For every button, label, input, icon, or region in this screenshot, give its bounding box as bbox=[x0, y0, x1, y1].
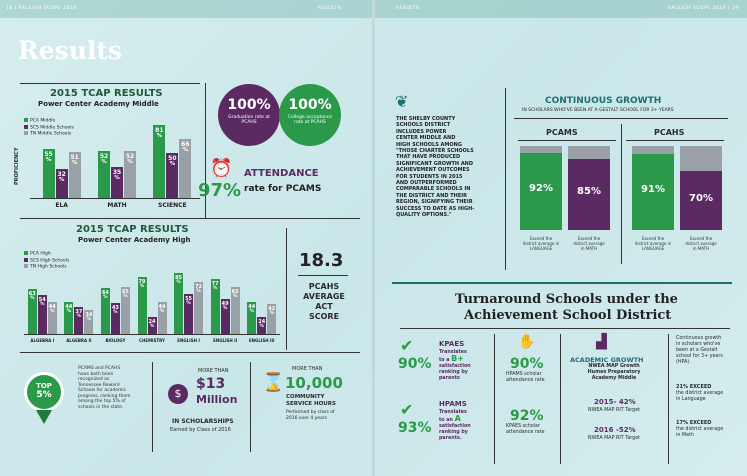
bar-percent-label: % bbox=[149, 323, 155, 329]
x-tick-label: CHEMISTRY bbox=[139, 338, 165, 343]
growth-title: CONTINUOUS GROWTH bbox=[545, 96, 662, 106]
turnaround-title-1: Turnaround Schools under the bbox=[455, 292, 678, 307]
bar-percent-label: % bbox=[127, 159, 133, 166]
bar-math-1 bbox=[111, 167, 123, 199]
kpaes-text: Translates to a B+ satisfaction ranking by parents bbox=[439, 350, 471, 381]
x-tick-label: BIOLOGY bbox=[105, 338, 126, 343]
top5-badge: TOP 5% bbox=[24, 372, 64, 412]
bar-percent-label: % bbox=[103, 294, 108, 300]
attend2-label-1: HPAMS scholar attendance rate bbox=[506, 372, 545, 383]
bar-percent-label: % bbox=[232, 294, 238, 300]
scholar-sub: Earned by Class of 2016 bbox=[170, 427, 231, 433]
bar-percent-label: % bbox=[156, 133, 163, 140]
attend2-label-2: KPAES scholar attendance rate bbox=[506, 424, 545, 435]
divider bbox=[20, 352, 360, 353]
academic-2015: 2015- 42% bbox=[594, 398, 636, 406]
left-page-number: 18 | RALEIGH SCOPE 2016 bbox=[6, 6, 77, 11]
y-axis-label: PROFICIENCY bbox=[14, 147, 20, 185]
hpams-name: HPAMS bbox=[439, 400, 467, 408]
divider bbox=[250, 362, 251, 452]
bar-value-label: 44 bbox=[48, 304, 56, 311]
service-value: 10,000 bbox=[285, 374, 343, 392]
academic-2016-label: NWEA MAP RIT Target bbox=[588, 436, 641, 441]
bar-chemistry-1 bbox=[148, 317, 157, 334]
hand-raise-icon: ✋ bbox=[518, 334, 536, 350]
x-tick-label: ALGEBRA II bbox=[66, 338, 92, 343]
bar-percent-label: % bbox=[30, 295, 35, 301]
x-tick-label: ALGEBRA I bbox=[30, 338, 55, 343]
shelby-quote: THE SHELBY COUNTY SCHOOLS DISTRICT INCLUDES POWER CENTER MIDDLE AND HIGH SCHOOLS AMONG "THOSE CHARTER SCHOOLS THAT HAVE PRODUCED SIGNIFICANT GROWTH AND ACHIEVEMENT OUTCOMES FOR STUDENTS IN 2015 AND OUTPERFORMED COMPARABLE SCHOOLS IN THE DISTRICT AND THEIR REGION, SIGNIFYING THEIR SUCCESS TO DATE AS HIGH- QUALITY OPTIONS." bbox=[396, 116, 475, 219]
alarm-icon: ⏰ bbox=[210, 158, 233, 179]
growth-bar-math bbox=[568, 159, 610, 230]
x-tick-label: ENGLISH III bbox=[248, 338, 275, 343]
tcap-middle-legend: PCA Middle SCS Middle Schools TN Middle Schools bbox=[24, 118, 74, 138]
bar-algebra-ii-2 bbox=[84, 310, 93, 334]
growth-value: 70% bbox=[689, 192, 713, 204]
bar-value-label: 43 bbox=[111, 305, 119, 312]
bar-science-1 bbox=[166, 153, 178, 198]
growth-subtitle: IN SCHOLARS WHO'VE BEEN AT A GESTALT SCHOOL FOR 3+ YEARS bbox=[522, 108, 674, 113]
service-more: MORE THAN bbox=[292, 366, 323, 372]
divider bbox=[626, 140, 724, 141]
bar-value-label: 85 bbox=[175, 274, 183, 281]
bar-chemistry-2 bbox=[158, 302, 167, 334]
attendance-word: ATTENDANCE bbox=[244, 168, 319, 179]
bar-value-label: 66 bbox=[181, 140, 190, 148]
academic-2016: 2016 -52% bbox=[594, 426, 636, 434]
bar-chemistry-0 bbox=[138, 277, 147, 334]
divider bbox=[518, 140, 616, 141]
bar-math-0 bbox=[98, 151, 110, 198]
bar-percent-label: % bbox=[176, 279, 181, 285]
pcams-heading: PCAMS bbox=[546, 128, 578, 137]
attendance-value: 97% bbox=[198, 180, 242, 201]
bar-value-label: 50 bbox=[168, 155, 177, 162]
growth-chart bbox=[514, 146, 728, 230]
bar-percent-label: % bbox=[114, 174, 120, 181]
bar-ela-1 bbox=[56, 169, 68, 198]
bar-percent-label: % bbox=[45, 156, 52, 163]
tcap-high-legend: PCA High SCS High Schools TN High Schools bbox=[24, 251, 69, 271]
attendance-label: rate for PCAMS bbox=[244, 184, 322, 194]
graduation-circle: 100% Graduation rate at PCAHS bbox=[218, 84, 280, 146]
caption-lang-1: Exceed the district average in LANGUAGE bbox=[522, 236, 560, 251]
bar-percent-label: % bbox=[249, 309, 254, 315]
divider bbox=[668, 334, 669, 464]
piggy-bank-icon: $ bbox=[168, 384, 188, 404]
bar-value-label: 72 bbox=[195, 284, 203, 291]
right-section: RESULTS bbox=[396, 6, 420, 11]
service-label: COMMUNITY SERVICE HOURS bbox=[286, 394, 336, 407]
bar-value-label: 55 bbox=[44, 150, 53, 158]
bar-value-label: 77 bbox=[211, 280, 219, 287]
bar-value-label: 35 bbox=[112, 168, 122, 176]
bar-percent-label: % bbox=[169, 161, 176, 167]
divider bbox=[392, 282, 732, 284]
tcap-middle-chart bbox=[30, 108, 200, 209]
divider bbox=[298, 275, 348, 276]
ribbon-icon bbox=[36, 410, 52, 424]
bar-value-label: 32 bbox=[57, 171, 66, 179]
bar-value-label: 42 bbox=[268, 305, 276, 312]
divider bbox=[400, 328, 730, 329]
bar-value-label: 52 bbox=[99, 153, 109, 161]
bar-value-label: 51 bbox=[70, 154, 79, 162]
bar-percent-label: % bbox=[139, 284, 145, 290]
divider bbox=[514, 118, 728, 119]
divider bbox=[20, 218, 360, 219]
bar-english-i-2 bbox=[194, 282, 203, 334]
college-circle: 100% College acceptance rate at PCAHS bbox=[279, 84, 341, 146]
tcap-high-title: 2015 TCAP RESULTS bbox=[76, 224, 189, 235]
scholar-label: IN SCHOLARSHIPS bbox=[172, 418, 234, 425]
bar-percent-label: % bbox=[50, 309, 55, 315]
x-tick-label: SCIENCE bbox=[158, 202, 187, 209]
divider bbox=[286, 228, 287, 350]
growth-bar-language bbox=[632, 154, 674, 230]
right-page-number: RALEIGH SCOPE 2016 | 19 bbox=[668, 6, 739, 11]
bar-algebra-i-2 bbox=[48, 302, 57, 334]
x-tick-label: ENGLISH I bbox=[177, 338, 200, 343]
check-icon: ✔ bbox=[400, 400, 414, 419]
act-label: PCAHS AVERAGE ACT SCORE bbox=[303, 282, 345, 321]
left-section: RESULTS bbox=[318, 6, 342, 11]
kpaes-pct: 90% bbox=[398, 356, 432, 372]
bar-percent-label: % bbox=[259, 323, 264, 329]
academic-sub: NWEA MAP Growth Humes Preparatory Academy Middle bbox=[587, 364, 641, 381]
bar-biology-2 bbox=[121, 287, 130, 334]
page-gutter bbox=[372, 0, 375, 476]
caption-math-1: Exceed the district average in MATH bbox=[573, 236, 605, 251]
bar-value-label: 55 bbox=[185, 296, 193, 303]
reward-text: PCAMS and PCAHS have both been recognized as Tennessee Reward Schools for academic progress, ranking them among the top 5% of schools in the state. bbox=[78, 366, 131, 410]
attend2-pct-1: 90% bbox=[510, 356, 544, 372]
bar-english-ii-1 bbox=[221, 299, 230, 334]
bar-percent-label: % bbox=[66, 309, 72, 315]
divider bbox=[560, 334, 561, 464]
bar-value-label: 64 bbox=[101, 289, 109, 296]
bar-science-2 bbox=[179, 139, 191, 198]
bar-value-label: 44 bbox=[248, 304, 256, 311]
bar-value-label: 52 bbox=[125, 153, 135, 161]
bar-percent-label: % bbox=[182, 146, 189, 153]
divider bbox=[505, 88, 506, 270]
continuous2-b: 17% EXCEED bbox=[676, 420, 712, 426]
continuous2-text: Continuous growth in scholars who've been at a Gestalt school for 3+ years (HPA) bbox=[676, 336, 723, 365]
tcap-middle-title: 2015 TCAP RESULTS bbox=[50, 88, 163, 99]
bar-algebra-i-0 bbox=[28, 289, 37, 334]
caption-math-2: Exceed the district average in MATH bbox=[685, 236, 717, 251]
academic-title: ACADEMIC GROWTH bbox=[570, 356, 644, 364]
bar-ela-0 bbox=[43, 149, 55, 199]
bar-english-ii-0 bbox=[211, 279, 220, 334]
bar-percent-label: % bbox=[76, 314, 82, 320]
hourglass-icon: ⌛ bbox=[262, 372, 285, 393]
bar-percent-label: % bbox=[222, 305, 228, 311]
bar-value-label: 63 bbox=[28, 290, 36, 297]
growth-bar-math bbox=[680, 171, 722, 230]
kpaes-name: KPAES bbox=[439, 340, 465, 348]
divider bbox=[494, 334, 495, 464]
leaf-icon: ❦ bbox=[395, 92, 409, 111]
bar-percent-label: % bbox=[86, 316, 92, 322]
chart-baseline bbox=[30, 198, 200, 199]
bar-english-ii-2 bbox=[231, 287, 240, 334]
academic-2015-label: NWEA MAP RIT Target bbox=[588, 408, 641, 413]
bar-algebra-ii-1 bbox=[74, 307, 83, 334]
bar-english-iii-1 bbox=[257, 317, 266, 334]
bar-biology-0 bbox=[101, 288, 110, 334]
attend2-pct-2: 92% bbox=[510, 408, 544, 424]
x-tick-label: MATH bbox=[107, 202, 127, 209]
bar-value-label: 49 bbox=[221, 300, 229, 307]
scholar-value: $13 bbox=[196, 376, 226, 392]
bar-science-0 bbox=[153, 125, 165, 198]
bar-percent-label: % bbox=[101, 159, 107, 166]
bar-biology-1 bbox=[111, 303, 120, 334]
growth-value: 91% bbox=[641, 183, 665, 195]
continuous2-a-label: the district average in Language bbox=[676, 391, 724, 402]
bar-percent-label: % bbox=[212, 285, 218, 291]
bar-value-label: 65 bbox=[231, 289, 239, 296]
bar-percent-label: % bbox=[58, 177, 65, 184]
bar-percent-label: % bbox=[113, 310, 118, 316]
bar-english-iii-0 bbox=[247, 302, 256, 334]
divider bbox=[20, 83, 200, 84]
bar-english-i-0 bbox=[174, 273, 183, 334]
bar-value-label: 44 bbox=[158, 304, 166, 311]
bar-percent-label: % bbox=[71, 160, 78, 167]
growth-value: 92% bbox=[529, 183, 553, 195]
service-sub: Performed by class of 2016 over 4 years bbox=[286, 410, 335, 421]
hpams-text: Translates to an A satisfaction ranking by parents. bbox=[439, 410, 471, 441]
bar-value-label: 24 bbox=[148, 318, 156, 325]
growth-chart-icon: ▟ bbox=[596, 334, 607, 350]
act-value: 18.3 bbox=[299, 250, 344, 271]
bar-english-iii-2 bbox=[267, 304, 276, 334]
check-icon: ✔ bbox=[400, 336, 414, 355]
bar-english-i-1 bbox=[184, 294, 193, 334]
bar-percent-label: % bbox=[186, 301, 191, 307]
pcahs-heading: PCAHS bbox=[654, 128, 685, 137]
continuous2-a: 21% EXCEED bbox=[676, 384, 712, 390]
bar-value-label: 44 bbox=[65, 304, 73, 311]
bar-percent-label: % bbox=[123, 294, 128, 300]
growth-bar-language bbox=[520, 153, 562, 230]
bar-value-label: 81 bbox=[155, 127, 164, 135]
chart-baseline bbox=[24, 334, 280, 335]
bar-value-label: 65 bbox=[121, 289, 129, 296]
page-title: Results bbox=[18, 36, 123, 65]
bar-percent-label: % bbox=[159, 309, 165, 315]
bar-ela-2 bbox=[69, 152, 81, 198]
bar-value-label: 79 bbox=[138, 279, 146, 286]
bar-algebra-ii-0 bbox=[64, 302, 73, 334]
bar-algebra-i-1 bbox=[38, 295, 47, 334]
divider bbox=[152, 362, 153, 452]
tcap-high-subtitle: Power Center Academy High bbox=[78, 236, 191, 244]
turnaround-title-2: Achievement School District bbox=[464, 308, 672, 323]
bar-value-label: 54 bbox=[38, 297, 46, 304]
continuous2-b-label: the district average in Math bbox=[676, 427, 724, 438]
bar-percent-label: % bbox=[196, 289, 201, 295]
bar-value-label: 34 bbox=[85, 311, 93, 318]
scholar-more: MORE THAN bbox=[198, 368, 229, 374]
x-tick-label: ELA bbox=[55, 202, 68, 209]
x-tick-label: ENGLISH II bbox=[213, 338, 238, 343]
tcap-middle-subtitle: Power Center Academy Middle bbox=[38, 100, 159, 108]
bar-percent-label: % bbox=[269, 310, 274, 316]
bar-percent-label: % bbox=[40, 302, 45, 308]
hpams-pct: 93% bbox=[398, 420, 432, 436]
caption-lang-2: Exceed the district average in LANGUAGE bbox=[634, 236, 672, 251]
bar-value-label: 37 bbox=[75, 309, 83, 316]
bar-math-2 bbox=[124, 151, 136, 198]
growth-value: 85% bbox=[577, 186, 601, 198]
scholar-unit: Million bbox=[196, 393, 238, 406]
tcap-high-chart bbox=[24, 262, 280, 343]
bar-value-label: 24 bbox=[258, 318, 266, 325]
